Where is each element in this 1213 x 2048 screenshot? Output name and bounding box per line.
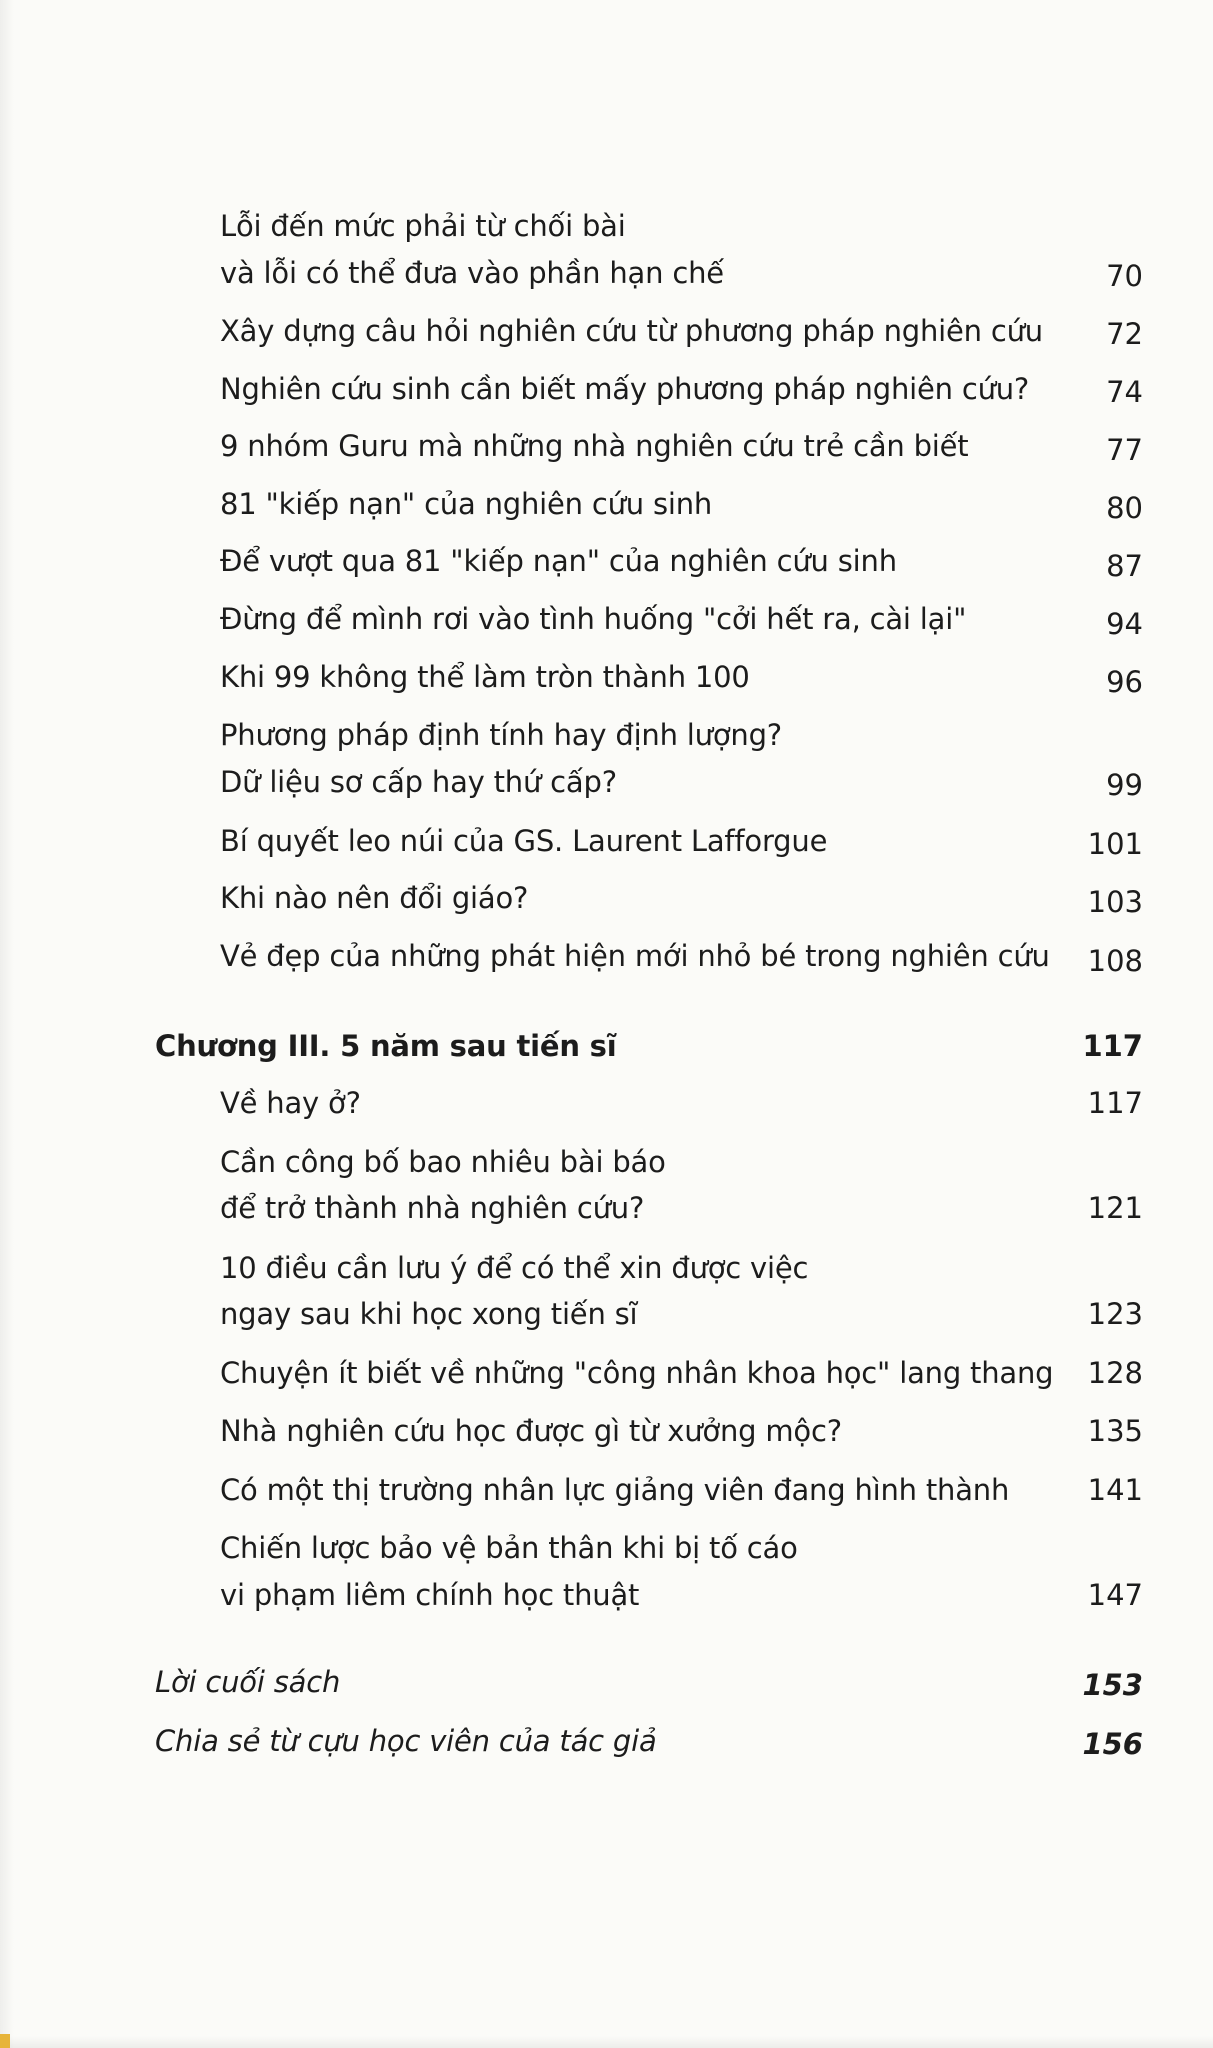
page-bottom-shadow — [0, 2036, 1213, 2048]
toc-entry-title: Khi 99 không thể làm tròn thành 100 — [220, 660, 750, 694]
toc-entry-page: 117 — [1087, 1086, 1143, 1120]
toc-entry-title-line2: để trở thành nhà nghiên cứu? — [220, 1191, 645, 1225]
toc-entry-title: Nhà nghiên cứu học được gì từ xưởng mộc? — [220, 1414, 842, 1448]
afterword-title: Lời cuối sách — [155, 1665, 341, 1699]
chapter-heading: Chương III. 5 năm sau tiến sĩ — [155, 1029, 617, 1063]
toc-entry-title-line2: Dữ liệu sơ cấp hay thứ cấp? — [220, 765, 617, 799]
toc-entry-page: 101 — [1087, 827, 1143, 861]
toc-entry-page: 96 — [1106, 665, 1143, 699]
toc-entry-page: 77 — [1106, 433, 1143, 467]
toc-entry-title-line1: Cần công bố bao nhiêu bài báo — [220, 1145, 666, 1179]
toc-entry-page: 94 — [1106, 607, 1143, 641]
toc-entry-page: 70 — [1106, 259, 1143, 293]
toc-entry-title: Bí quyết leo núi của GS. Laurent Lafforgue — [220, 824, 828, 858]
toc-entry-title-line1: Phương pháp định tính hay định lượng? — [220, 718, 782, 752]
toc-entry-page: 108 — [1087, 944, 1143, 978]
toc-entry-page: 103 — [1087, 885, 1143, 919]
toc-entry-page: 121 — [1087, 1191, 1143, 1225]
toc-entry-title: Nghiên cứu sinh cần biết mấy phương pháp nghiên cứu? — [220, 372, 1030, 406]
toc-entry-title: Vẻ đẹp của những phát hiện mới nhỏ bé trong nghiên cứu — [220, 939, 1050, 973]
toc-entry-title-line2: ngay sau khi học xong tiến sĩ — [220, 1297, 638, 1331]
toc-entry-page: 80 — [1106, 491, 1143, 525]
toc-entry-page: 87 — [1106, 549, 1143, 583]
toc-entry-page: 72 — [1106, 317, 1143, 351]
toc-entry-title: 9 nhóm Guru mà những nhà nghiên cứu trẻ cần biết — [220, 429, 969, 463]
afterword-page: 153 — [1082, 1668, 1143, 1702]
toc-entry-title-line1: Lỗi đến mức phải từ chối bài — [220, 209, 626, 243]
chapter-page: 117 — [1082, 1029, 1143, 1063]
toc-entry-title: Đừng để mình rơi vào tình huống "cởi hết ra, cài lại" — [220, 602, 967, 636]
toc-entry-title: 81 "kiếp nạn" của nghiên cứu sinh — [220, 487, 713, 521]
toc-entry-page: 135 — [1087, 1414, 1143, 1448]
toc-entry-title-line1: 10 điều cần lưu ý để có thể xin được việc — [220, 1251, 809, 1285]
toc-entry-title-line1: Chiến lược bảo vệ bản thân khi bị tố cáo — [220, 1531, 798, 1565]
toc-entry-title-line2: và lỗi có thể đưa vào phần hạn chế — [220, 256, 724, 290]
testimonials-page: 156 — [1082, 1727, 1143, 1761]
toc-entry-page: 74 — [1106, 375, 1143, 409]
page-corner-mark — [0, 2034, 10, 2048]
toc-entry-title: Về hay ở? — [220, 1086, 361, 1120]
toc-entry-title: Khi nào nên đổi giáo? — [220, 881, 529, 915]
toc-entry-title: Để vượt qua 81 "kiếp nạn" của nghiên cứu sinh — [220, 544, 897, 578]
toc-entry-title: Chuyện ít biết về những "công nhân khoa học" lang thang — [220, 1356, 1054, 1390]
toc-entry-title: Xây dựng câu hỏi nghiên cứu từ phương pháp nghiên cứu — [220, 314, 1043, 348]
testimonials-title: Chia sẻ từ cựu học viên của tác giả — [155, 1724, 657, 1758]
toc-entry-page: 99 — [1106, 768, 1143, 802]
toc-entry-title-line2: vi phạm liêm chính học thuật — [220, 1578, 640, 1612]
toc-entry-page: 123 — [1087, 1297, 1143, 1331]
toc-entry-page: 128 — [1087, 1356, 1143, 1390]
toc-entry-page: 141 — [1087, 1473, 1143, 1507]
toc-entry-title: Có một thị trường nhân lực giảng viên đang hình thành — [220, 1473, 1010, 1507]
toc-entry-page: 147 — [1087, 1578, 1143, 1612]
